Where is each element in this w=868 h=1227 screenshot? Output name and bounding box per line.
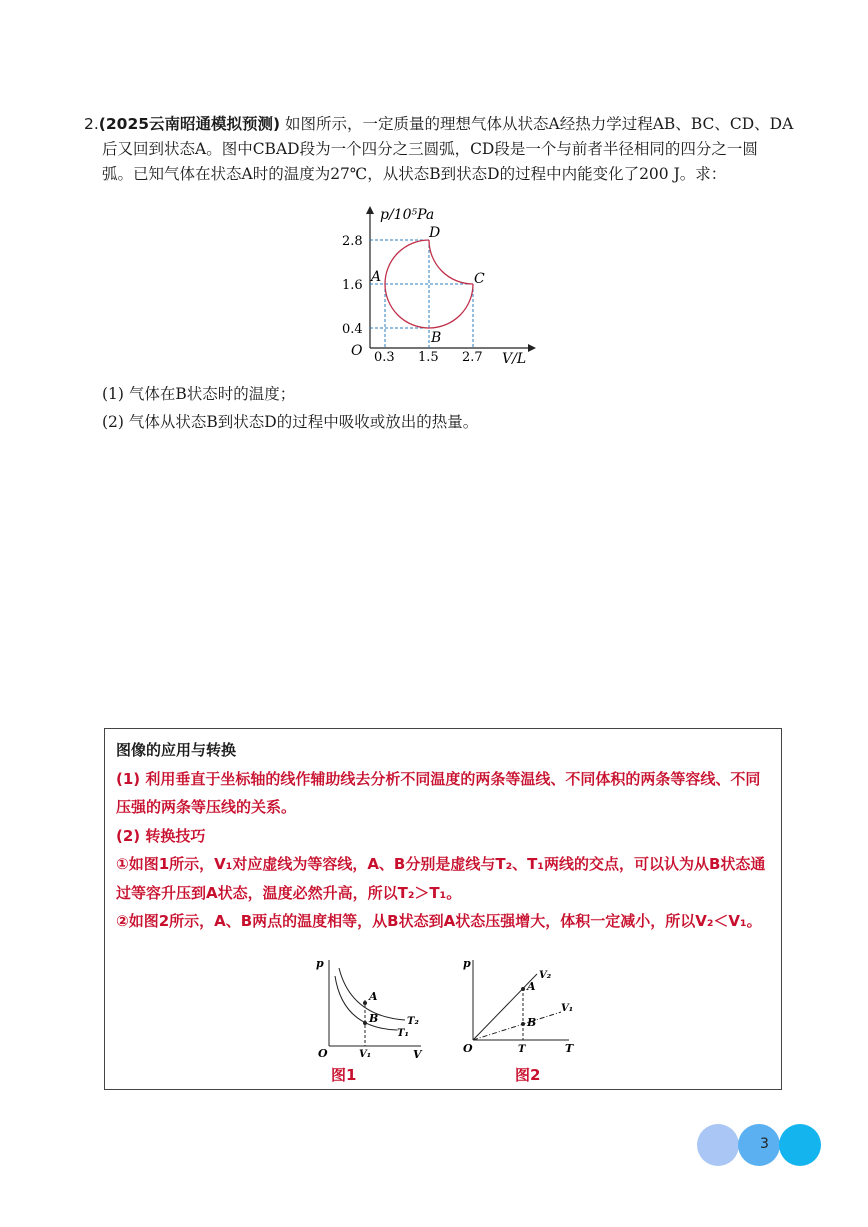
y-tick-0-4: 0.4 xyxy=(342,322,363,337)
page-badge-circle-1 xyxy=(697,1124,739,1166)
fig1-point-a xyxy=(363,1001,367,1005)
summary-title: 图像的应用与转换 xyxy=(116,741,237,759)
three-quarter-arc xyxy=(385,240,473,328)
summary-item-1: (1) 利用垂直于坐标轴的线作辅助线去分析不同温度的两条等温线、不同体积的两条等容线、不同压强的两条等压线的关系。 xyxy=(116,769,761,816)
fig2-point-a xyxy=(521,987,525,991)
question-number: 2. xyxy=(84,115,99,133)
fig2-v2-label: V₂ xyxy=(539,970,552,981)
fig1-v1-tick: V₁ xyxy=(359,1049,372,1058)
fig2-origin: O xyxy=(463,1042,473,1055)
fig1-b-label: B xyxy=(369,1012,379,1025)
summary-item-3: ①如图1所示，V₁对应虚线为等容线，A、B分别是虚线与T₂、T₁两线的交点，可以认为从B状态通过等容升压到A状态，温度必然升高，所以T₂＞T₁。 xyxy=(116,855,766,902)
point-d-label: D xyxy=(429,225,441,241)
fig2-v1-label: V₁ xyxy=(561,1003,574,1014)
quarter-arc xyxy=(429,240,473,284)
y-tick-2-8: 2.8 xyxy=(342,234,363,249)
summary-item-2: (2) 转换技巧 xyxy=(116,826,206,845)
y-axis-arrow xyxy=(366,206,374,214)
question-line-1 xyxy=(84,112,804,137)
page-badge-circle-3 xyxy=(779,1124,821,1166)
page-number: 3 xyxy=(760,1136,769,1152)
figure-1-caption: 图1 xyxy=(331,1066,357,1084)
question-text-1: 如图所示，一定质量的理想气体从状态A经热力学过程AB、BC、CD、DA xyxy=(285,115,794,133)
figure-2-pt-isochores xyxy=(457,954,582,1058)
fig1-point-b xyxy=(363,1021,367,1025)
summary-box xyxy=(104,728,782,1090)
sub-question-1: (1) 气体在B状态时的温度； xyxy=(102,385,296,403)
fig2-x-label: T xyxy=(565,1042,574,1055)
x-tick-2-7: 2.7 xyxy=(462,350,483,365)
question-line-3: 弧。已知气体在状态A时的温度为27℃，从状态B到状态D的过程中内能变化了200 J。求： xyxy=(102,165,727,183)
question-block xyxy=(84,112,804,187)
fig1-a-label: A xyxy=(369,990,378,1003)
fig2-y-label: p xyxy=(463,957,471,970)
page-badge-circle-2 xyxy=(738,1124,780,1166)
fig1-origin: O xyxy=(318,1047,328,1058)
question-source: (2025云南昭通模拟预测) xyxy=(98,115,281,133)
figure-2-caption: 图2 xyxy=(515,1066,541,1084)
point-c-label: C xyxy=(474,271,485,287)
point-b-label: B xyxy=(431,330,442,346)
fig1-t1-label: T₁ xyxy=(397,1028,409,1039)
fig2-t-tick: T xyxy=(518,1044,526,1055)
x-axis-label: V/L xyxy=(502,351,527,365)
fig1-x-label: V xyxy=(413,1048,422,1058)
figure-1-pv-isotherms xyxy=(309,954,429,1058)
summary-item-4: ②如图2所示，A、B两点的温度相等，从B状态到A状态压强增大，体积一定减小，所以V₂＜V₁。 xyxy=(116,912,762,930)
point-a-label: A xyxy=(371,269,382,285)
question-line-2: 后又回到状态A。图中CBAD段为一个四分之三圆弧，CD段是一个与前者半径相同的四分之一圆 xyxy=(102,140,758,158)
fig2-point-b xyxy=(521,1022,525,1026)
fig1-t2-label: T₂ xyxy=(407,1016,419,1027)
y-axis-label: p/10⁵Pa xyxy=(380,207,435,223)
origin-label: O xyxy=(351,343,363,359)
fig1-y-label: p xyxy=(316,957,324,970)
fig2-b-label: B xyxy=(527,1016,537,1029)
x-tick-0-3: 0.3 xyxy=(374,350,395,365)
x-tick-1-5: 1.5 xyxy=(418,350,439,365)
y-tick-1-6: 1.6 xyxy=(342,278,363,293)
sub-question-2: (2) 气体从状态B到状态D的过程中吸收或放出的热量。 xyxy=(102,413,479,431)
pv-diagram xyxy=(340,200,540,365)
fig2-a-label: A xyxy=(527,980,536,993)
x-axis-arrow xyxy=(528,344,536,352)
